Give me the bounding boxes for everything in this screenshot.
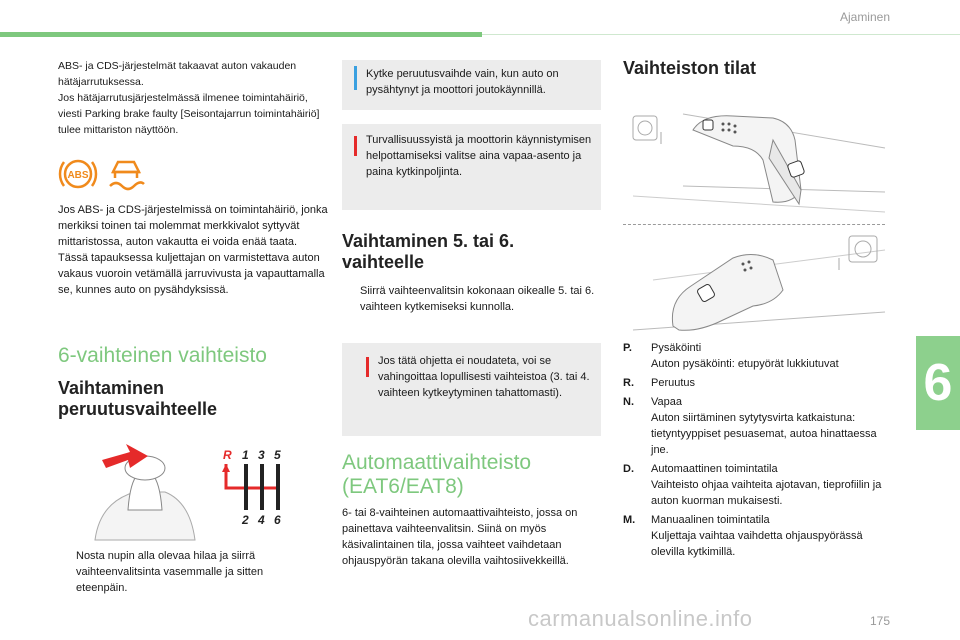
warning-box xyxy=(342,124,601,210)
legend-desc: Auton pysäköinti: etupyörät lukkiutuvat xyxy=(651,358,839,370)
heading-reverse: Vaihtaminen peruutusvaihteelle xyxy=(58,378,218,419)
gear-5-label: 5 xyxy=(274,448,281,462)
info-icon xyxy=(354,66,357,90)
selector-illustration-2 xyxy=(623,230,893,340)
chapter-tab: 6 xyxy=(916,336,960,430)
gear-pattern-diagram xyxy=(218,448,288,528)
warning-box-text: Turvallisuussyistä ja moottorin käynnistymisen helpottamiseksi valitse aina vapaa-asento ja paina kytkinpoljinta. xyxy=(366,134,592,178)
stability-warning-icon xyxy=(110,162,144,189)
watermark: carmanualsonline.info xyxy=(528,606,753,631)
reverse-label: R xyxy=(223,448,232,462)
legend-desc: Auton siirtäminen sytytysvirta katkaistuna: tietyntyyppiset pesuasemat, autoa hinattaessa jne. xyxy=(651,412,877,456)
legend-title: Vapaa xyxy=(651,396,682,408)
header-accent-bar xyxy=(0,32,482,37)
gear-3-label: 3 xyxy=(258,448,265,462)
reverse-instruction-text: Nosta nupin alla olevaa hilaa ja siirrä vaihteenvalitsinta vasemmalle ja sitten eteenpäin. xyxy=(76,550,264,594)
legend-code: D. xyxy=(623,463,634,475)
legend-item-r xyxy=(623,375,893,391)
selector-illustration-1 xyxy=(623,100,893,218)
legend-item-n xyxy=(623,394,893,458)
reverse-instruction xyxy=(58,548,298,596)
gear-6-label: 6 xyxy=(274,513,281,527)
warning-icon xyxy=(354,136,357,156)
mode-legend xyxy=(623,340,893,563)
legend-code: M. xyxy=(623,514,636,526)
abs-icon-label: ABS xyxy=(67,170,89,181)
legend-desc: Vaihteisto ohjaa vaihteita ajotavan, tieprofiilin ja auton kuorman mukaisesti. xyxy=(651,479,882,507)
bullet-icon xyxy=(342,283,360,315)
abs-intro-text: ABS- ja CDS-järjestelmät takaavat auton vakauden hätäjarrutuksessa. Jos hätäjarrutusjärjestelmässä ilmenee toimintahäiriö, viesti Parking brake faulty [Seisontajarrun toimintahäiriö] tulee mittariston näyttöön. xyxy=(58,60,320,136)
steering-wheel-icon xyxy=(849,236,877,262)
legend-code: R. xyxy=(623,377,634,389)
legend-code: N. xyxy=(623,396,634,408)
legend-title: Peruutus xyxy=(651,377,696,389)
legend-item-d xyxy=(623,461,893,509)
heading-5-6-gear: Vaihtaminen 5. tai 6. vaihteelle xyxy=(342,231,515,272)
warning-box-2 xyxy=(342,343,601,436)
legend-title: Pysäköinti xyxy=(651,342,702,354)
gear-5-6-instruction xyxy=(342,283,597,315)
unlock-button-icon xyxy=(703,120,713,130)
bullet-icon xyxy=(58,548,76,596)
abs-fault-text: Jos ABS- ja CDS-järjestelmissä on toimintahäiriö, jonka merkiksi toinen tai molemmat merkkivalot syttyvät mittaristossa, auton vakautta ei voida enää taata. Tässä tapauksessa kuljettajan on varmistettava auton vakaus vuoroin vetämällä jarruvivusta ja vapauttamalla se, kunnes auto on pysähdyksissä. xyxy=(58,204,328,296)
legend-item-m xyxy=(623,512,893,560)
legend-title: Automaattinen toimintatila xyxy=(651,463,778,475)
warning-box-2-text: Jos tätä ohjetta ei noudateta, voi se vahingoittaa lopullisesti vaihteistoa (3. tai 4. vaihteen kytkeytyminen tahattomasti). xyxy=(378,355,590,399)
header-rule xyxy=(482,34,960,35)
automatic-description: 6- tai 8-vaihteinen automaattivaihteisto, jossa on painettava vaihteenvalitsin. Siinä on myös käsivalintainen tila, jossa vaihteet vaihdetaan ohjauspyörän takana olevilla vaihtosiivekkeillä. xyxy=(342,507,578,567)
info-box xyxy=(342,60,601,110)
legend-item-p xyxy=(623,340,893,372)
abs-warning-icon xyxy=(58,152,148,196)
gear-5-6-instruction-text: Siirrä vaihteenvalitsin kokonaan oikealle 5. tai 6. vaihteen kytkemiseksi kunnolla. xyxy=(360,285,595,313)
page-number: 175 xyxy=(869,614,890,628)
info-box-text: Kytke peruutusvaihde vain, kun auto on pysähtynyt ja moottori joutokäynnillä. xyxy=(366,68,559,96)
gear-2-label: 2 xyxy=(242,513,249,527)
gear-knob-illustration xyxy=(90,432,200,544)
heading-automatic: Automaattivaihteisto (EAT6/EAT8) xyxy=(342,451,532,498)
legend-title: Manuaalinen toimintatila xyxy=(651,514,770,526)
gear-1-label: 1 xyxy=(242,448,249,462)
warning-icon xyxy=(366,357,369,377)
legend-desc: Kuljettaja vaihtaa vaihdetta ohjauspyörässä olevilla kytkimillä. xyxy=(651,530,863,558)
illustration-separator xyxy=(623,224,885,225)
heading-gearbox-modes: Vaihteiston tilat xyxy=(623,58,757,78)
steering-wheel-icon xyxy=(633,116,657,140)
legend-code: P. xyxy=(623,342,632,354)
warning-lamps xyxy=(58,152,148,196)
gear-4-label: 4 xyxy=(258,513,265,527)
heading-6-speed: 6-vaihteinen vaihteisto xyxy=(58,344,267,367)
section-title: Ajaminen xyxy=(839,10,890,24)
